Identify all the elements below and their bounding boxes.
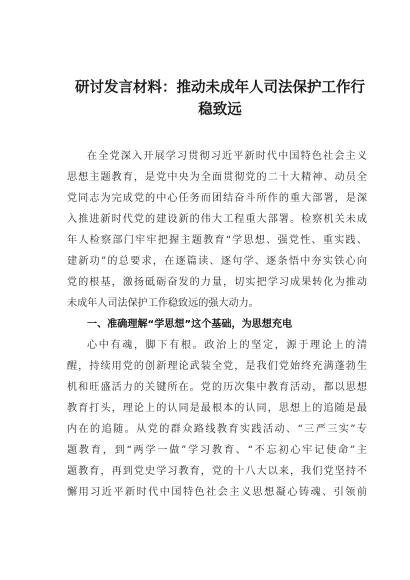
paragraph-2-line-8: 懈用习近平新时代中国特色社会主义思想凝心铸魂、引领前 [67,487,367,498]
paragraph-1-line-7: 党的根基，激扬砥砺奋发的力量，切实把学习成果转化为推动 [67,277,367,288]
paragraph-2-line-5: 内在的追随。从党的群众路线教育实践活动、“三严三实”专 [67,424,367,435]
paragraph-2-line-6: 题教育，到“两学一做”学习教育、“不忘初心牢记使命”主 [67,445,367,456]
paragraph-2-line-2: 醒，持续用党的创新理论武装全党，是我们党始终充满蓬勃生 [67,361,367,372]
paragraph-1-line-6: 建新功”的总要求，在逐篇读、逐句学、逐条悟中夯实铁心向 [67,256,367,267]
paragraph-1-line-1: 在全党深入开展学习贯彻习近平新时代中国特色社会主义 [87,151,367,162]
section-heading-1: 一、准确理解“学思想”这个基础，为思想充电 [87,319,293,330]
paragraph-1-line-2: 思想主题教育，是党中央为全面贯彻党的二十大精神、动员全 [67,172,367,183]
document-title-line-1: 研讨发言材料：推动未成年人司法保护工作行 [75,80,365,96]
paragraph-2-line-7: 题教育，再到党史学习教育，党的十八大以来，我们党坚持不 [67,466,367,477]
paragraph-1-line-3: 党同志为完成党的中心任务而团结奋斗所作的重大部署，是深 [67,193,367,204]
paragraph-1-line-4: 入推进新时代党的建设新的伟大工程重大部署。检察机关未成 [67,214,367,225]
paragraph-1-line-5: 年人检察部门牢牢把握主题教育“学思想、强党性、重实践、 [67,235,367,246]
paragraph-2-line-3: 机和旺盛活力的关键所在。党的历次集中教育活动，都以思想 [67,382,367,393]
paragraph-2-line-1: 心中有魂，脚下有根。政治上的坚定，源于理论上的清 [87,340,367,351]
paragraph-2-line-4: 教育打头，理论上的认同是最根本的认同，思想上的追随是最 [67,403,367,414]
document-title-line-2: 稳致远 [198,102,242,118]
paragraph-1-line-8: 未成年人司法保护工作稳致远的强大动力。 [67,298,259,309]
